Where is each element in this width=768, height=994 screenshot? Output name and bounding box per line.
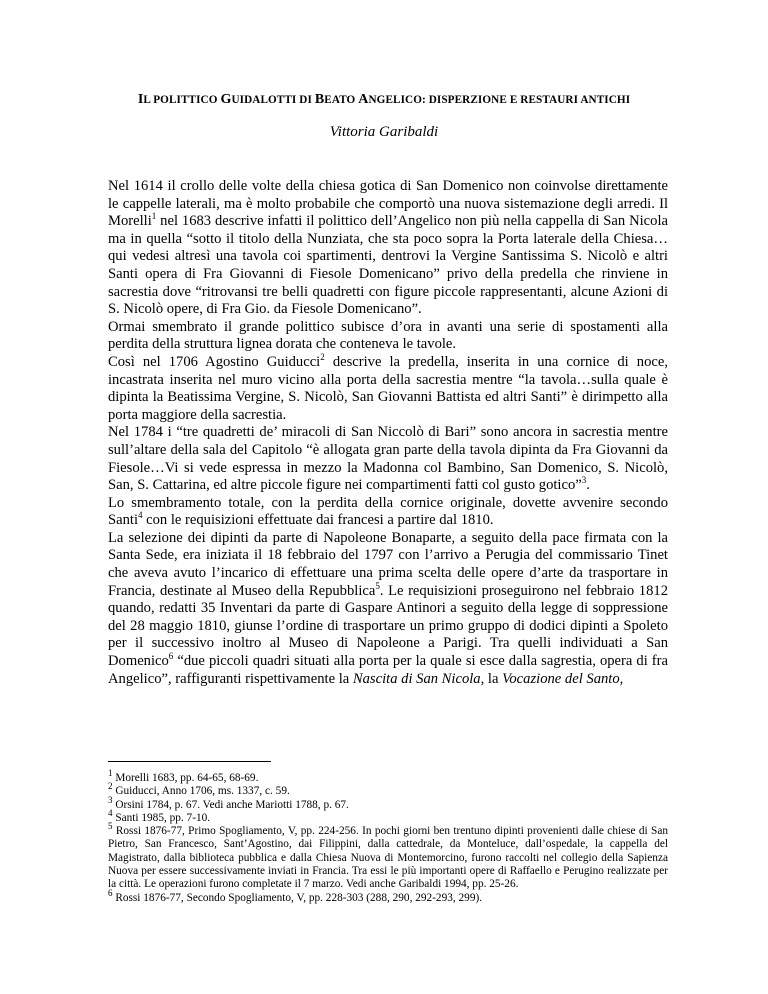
- footnote-ref: 4: [138, 510, 143, 521]
- footnote-number: 2: [108, 781, 113, 792]
- footnote-text: Morelli 1683, pp. 64-65, 68-69.: [115, 772, 259, 784]
- footnote-ref: 6: [168, 651, 174, 662]
- text-span: Lo smembramento totale, con la perdita della cornice originale, dovette avvenire secondo Santi: [108, 494, 668, 529]
- footnote-ref: 5: [375, 580, 380, 591]
- title-initial: G: [220, 92, 232, 107]
- text-span: Così nel 1706 Agostino Guiducci: [108, 353, 321, 370]
- footnote: [108, 821, 668, 891]
- footnote-ref: 1: [151, 211, 157, 222]
- footnote-text: Rossi 1876-77, Primo Spogliamento, V, pp. 224-256. In pochi giorni ben trentuno dipinti provenienti dalle chiese di San Pietro, San Francesco, Sant’Agostino, dai Filippini, dalla cattedrale, da Monteluce, dall’ospedale, la cappella del Magistrato, dalla biblioteca pubblica e dalla Chiesa Nuova di Montemorcino, furono raccolti nel collegio della Sapienza Nuova per essere successivamente inviati in Francia. Tra essi le più importanti opere di Raffaello e Perugino realizzate per la città. Le operazioni furono completate il 7 marzo. Vedi anche Garibaldi 1994, pp. 25-26.: [108, 825, 668, 891]
- footnote-ref: 3: [581, 475, 587, 486]
- paragraph: [108, 530, 668, 688]
- paragraph: [108, 354, 668, 424]
- italic-title: Nascita di San Nicola,: [352, 670, 485, 687]
- footnote-separator: [108, 761, 271, 762]
- footnote-number: 6: [108, 887, 113, 898]
- italic-title: Vocazione del Santo,: [502, 670, 624, 687]
- title-text: NGELICO: DISPERZIONE E RESTAURI ANTICHI: [368, 94, 631, 106]
- footnote: [108, 794, 668, 812]
- text-span: nel 1683 descrive infatti il polittico dell’Angelico non più nella cappella di San Nicola ma in quella “sotto il titolo della Nunziata, che sta poco sopra la Porta laterale della Chiesa…qui vedesi altresì una tavola coi spartimenti, dentrovi la Vergine Santissima S. Nicolò e altri Santi opera di Fra Giovanni di Fiesole Domenicano” privo della predella che rinviene in sacrestia dove “ritrovansi tre belli quadretti con figure piccole rappresentanti, alcune Azioni di S. Nicolò opere, di Fra Gio. da Fiesole Domenicano”.: [108, 213, 668, 318]
- text-span: Nel 1784 i “tre quadretti de’ miracoli di San Niccolò di Bari” sono ancora in sacrestia mentre sull’altare della sala del Capitolo “è allogata gran parte della tavola dipinta da Fra Giovanni da Fiesole…Vi si vede espressa in mezzo la Madonna col Bambino, San Domenico, S. Nicolò, San, S. Cattarina, ed altre piccole figure nei compartimenti fatti col gusto gotico”: [108, 424, 668, 494]
- text-span: “due piccoli quadri situati alla porta per la quale si esce dalla sagrestia, opera di fra Angelico”, raffiguranti rispettivamente la: [108, 653, 668, 687]
- title-text: EATO: [324, 94, 359, 106]
- footnote-ref: 2: [320, 352, 325, 363]
- text-span: descrive la predella, inserita in una cornice di noce, incastrata inserita nel muro vicino alla porta della sacrestia mentre “la tavola…sulla quale è dipinta la Beatissima Vergine, S. Nicolò, San Giovanni Battista ed altri Santi” è dirimpetto alla porta maggiore della sacrestia.: [108, 353, 668, 423]
- footnote-number: 5: [108, 821, 113, 832]
- text-span: .: [586, 477, 590, 494]
- paragraph: [108, 319, 668, 354]
- title-text: UIDALOTTI DI: [231, 94, 315, 106]
- body-text: [108, 178, 668, 688]
- text-span: la: [484, 670, 503, 687]
- title-initial: I: [137, 92, 144, 107]
- footnote-number: 1: [108, 768, 113, 779]
- footnote: [108, 808, 668, 825]
- text-span: con le requisizioni effettuate dai francesi a partire dal 1810.: [142, 512, 494, 529]
- paragraph: [108, 424, 668, 494]
- footnote-text: Santi 1985, pp. 7-10.: [115, 811, 211, 824]
- footnotes: [108, 768, 668, 905]
- footnote: [108, 781, 668, 798]
- paragraph: [108, 495, 668, 530]
- footnote: [108, 768, 668, 785]
- paragraph: [108, 178, 668, 319]
- author-name: Vittoria Garibaldi: [329, 124, 439, 140]
- text-span: La selezione dei dipinti da parte di Napoleone Bonaparte, a seguito della pace firmata con la Santa Sede, era iniziata il 18 febbraio del 1797 con l’arrivo a Perugia del commissario Tinet che aveva avuto l’incarico di effettuare una prima scelta delle opere d’arte da trasportare in Francia, destinate al Museo della Repubblica: [108, 529, 668, 599]
- text-span: . Le requisizioni proseguirono nel febbraio 1812 quando, redatti 35 Inventari da parte di Gaspare Antinori a seguito della legge di soppressione del 28 maggio 1810, giunse l’ordine di trasportare un primo gruppo di dodici dipinti a Spoleto per il successivo inoltro al Museo di Napoleone a Parigi. Tra quelli individuati a San Domenico: [108, 582, 668, 670]
- text-span: Ormai smembrato il grande polittico subisce d’ora in avanti una serie di spostamenti alla perdita della struttura lignea dorata che conteneva le tavole.: [108, 318, 668, 353]
- title-text: L POLITTICO: [143, 94, 221, 106]
- footnote-number: 4: [108, 808, 113, 819]
- article-title: [100, 92, 668, 108]
- footnote-text: Guiducci, Anno 1706, ms. 1337, c. 59.: [115, 785, 290, 798]
- title-initial: A: [358, 92, 369, 107]
- footnote: [108, 887, 668, 905]
- text-span: Nel 1614 il crollo delle volte della chiesa gotica di San Domenico non coinvolse direttamente le cappelle laterali, ma è molto probabile che comportò una nuova sistemazione degli arredi. Il Morelli: [108, 178, 668, 230]
- footnote-number: 3: [108, 794, 113, 805]
- title-initial: B: [314, 92, 325, 107]
- footnote-text: Orsini 1784, p. 67. Vedi anche Mariotti 1788, p. 67.: [115, 798, 349, 811]
- footnote-text: Rossi 1876-77, Secondo Spogliamento, V, pp. 228-303 (288, 290, 292-293, 299).: [115, 891, 483, 904]
